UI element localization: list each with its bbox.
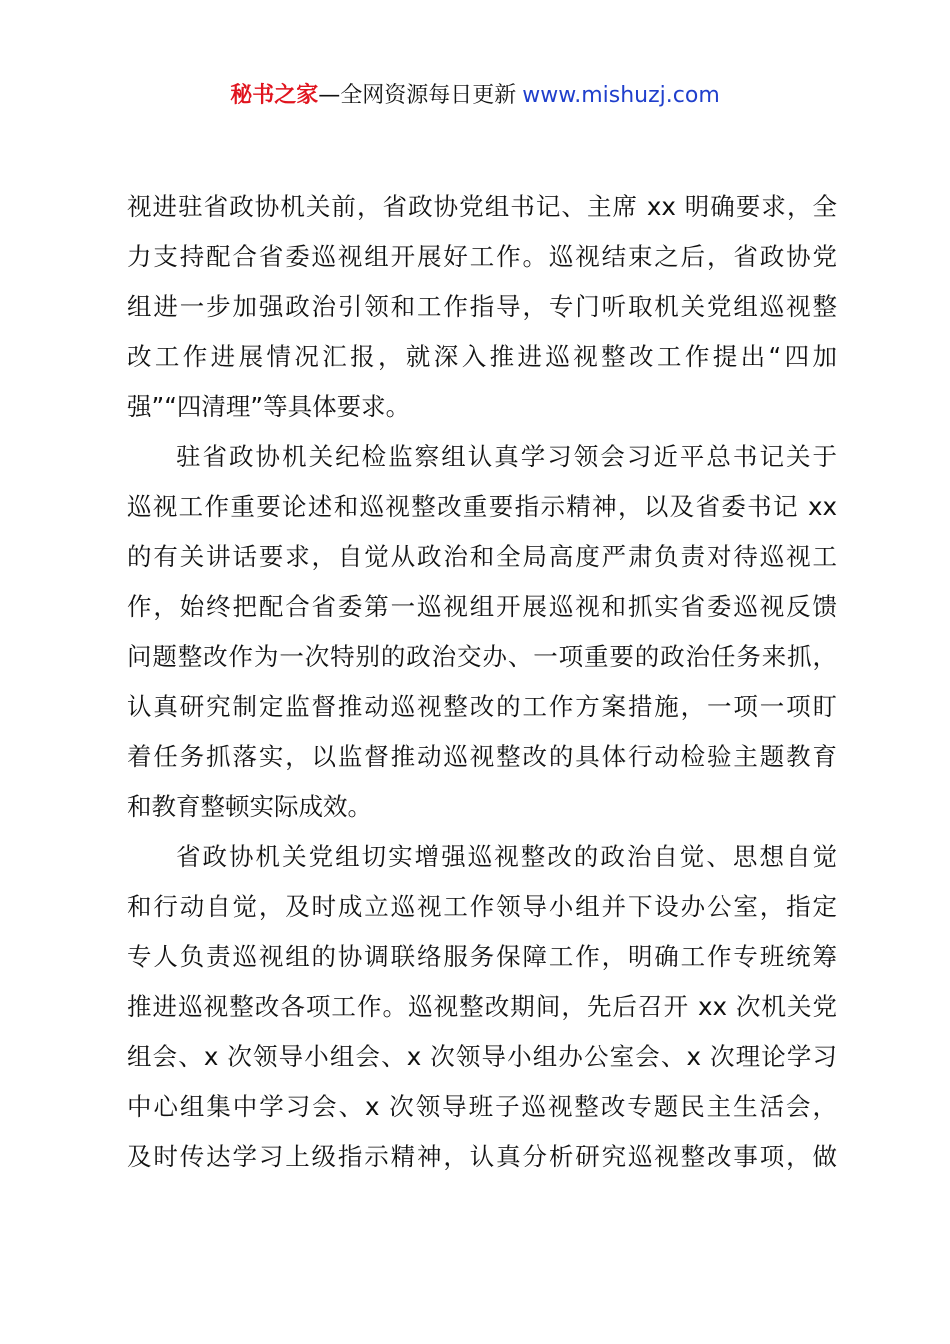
text-line: 着任务抓落实，以监督推动巡视整改的具体行动检验主题教育 [127,742,837,771]
text-line: 推进巡视整改各项工作。巡视整改期间，先后召开 xx 次机关党 [127,992,837,1021]
page-header [0,80,950,112]
text-line: 和行动自觉，及时成立巡视工作领导小组并下设办公室，指定 [127,892,837,921]
text-line: 改工作进展情况汇报，就深入推进巡视整改工作提出“四加 [127,342,837,371]
text-line: 视进驻省政协机关前，省政协党组书记、主席 xx 明确要求，全 [127,192,837,221]
text-line: 中心组集中学习会、x 次领导班子巡视整改专题民主生活会， [127,1092,837,1121]
text-line: 和教育整顿实际成效。 [127,792,372,821]
document-body [127,182,837,1182]
text-line: 力支持配合省委巡视组开展好工作。巡视结束之后，省政协党 [127,242,837,271]
site-url-link[interactable]: www.mishuzj.com [522,83,720,108]
text-line: 强”“四清理”等具体要求。 [127,392,411,421]
text-line: 专人负责巡视组的协调联络服务保障工作，明确工作专班统筹 [127,942,837,971]
text-line: 组会、x 次领导小组会、x 次领导小组办公室会、x 次理论学习 [127,1042,837,1071]
text-line: 省政协机关党组切实增强巡视整改的政治自觉、思想自觉 [176,842,837,871]
paragraph [127,182,837,432]
header-slogan: —全网资源每日更新 [318,83,517,108]
paragraph [127,432,837,832]
text-line: 作，始终把配合省委第一巡视组开展巡视和抓实省委巡视反馈 [127,592,837,621]
text-line: 组进一步加强政治引领和工作指导，专门听取机关党组巡视整 [127,292,837,321]
text-line: 的有关讲话要求，自觉从政治和全局高度严肃负责对待巡视工 [127,542,837,571]
text-line: 驻省政协机关纪检监察组认真学习领会习近平总书记关于 [176,442,837,471]
text-line: 认真研究制定监督推动巡视整改的工作方案措施，一项一项盯 [127,692,837,721]
text-line: 问题整改作为一次特别的政治交办、一项重要的政治任务来抓， [127,642,837,671]
text-line: 巡视工作重要论述和巡视整改重要指示精神，以及省委书记 xx [127,492,837,521]
text-line: 及时传达学习上级指示精神，认真分析研究巡视整改事项，做 [127,1142,837,1171]
brand-name: 秘书之家 [230,83,319,108]
paragraph [127,832,837,1182]
